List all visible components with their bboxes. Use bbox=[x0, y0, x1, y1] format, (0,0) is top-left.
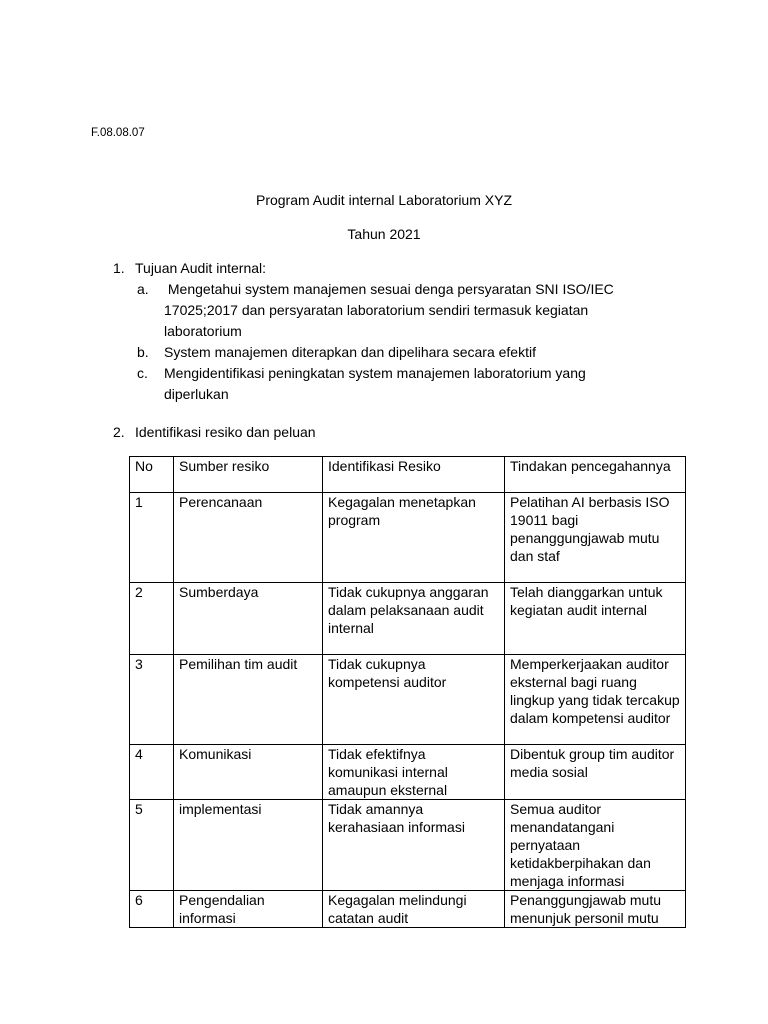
table-cell: Sumberdaya bbox=[174, 583, 323, 655]
table-cell: 3 bbox=[130, 655, 174, 745]
table-row bbox=[130, 655, 686, 745]
table-cell: Tidak cukupnya anggaran dalam pelaksanaan audit internal bbox=[323, 583, 505, 655]
table-header-cell: Tindakan pencegahannya bbox=[505, 457, 686, 493]
list-item-text: System manajemen diterapkan dan dipelihara secara efektif bbox=[164, 344, 536, 360]
table-header-cell: Identifikasi Resiko bbox=[323, 457, 505, 493]
list-item-letter: b. bbox=[137, 344, 149, 360]
table-cell: Dibentuk group tim auditor media sosial bbox=[505, 745, 686, 800]
table-cell: Tidak amannya kerahasiaan informasi bbox=[323, 800, 505, 891]
table-row bbox=[130, 745, 686, 800]
table-header-cell: Sumber resiko bbox=[174, 457, 323, 493]
table-cell: 5 bbox=[130, 800, 174, 891]
section-number: 2. bbox=[113, 424, 125, 440]
table-cell: Telah dianggarkan untuk kegiatan audit internal bbox=[505, 583, 686, 655]
table-header-row bbox=[130, 457, 686, 493]
table-cell: Komunikasi bbox=[174, 745, 323, 800]
table-cell: Penanggungjawab mutu menunjuk personil mutu bbox=[505, 891, 686, 928]
table-cell: Semua auditor menandatangani pernyataan ketidakberpihakan dan menjaga informasi bbox=[505, 800, 686, 891]
document-title: Program Audit internal Laboratorium XYZ bbox=[255, 192, 512, 208]
table-cell: implementasi bbox=[174, 800, 323, 891]
table-cell: 2 bbox=[130, 583, 174, 655]
list-item-letter: a. bbox=[137, 281, 149, 297]
table-cell: Pengendalian informasi bbox=[174, 891, 323, 928]
table-row bbox=[130, 891, 686, 928]
section-heading: Identifikasi resiko dan peluan bbox=[135, 424, 316, 440]
table-cell: 6 bbox=[130, 891, 174, 928]
table-row bbox=[130, 493, 686, 583]
table-cell: 1 bbox=[130, 493, 174, 583]
table-row bbox=[130, 800, 686, 891]
list-item-letter: c. bbox=[137, 365, 148, 381]
risk-table bbox=[129, 456, 686, 928]
table-cell: Pemilihan tim audit bbox=[174, 655, 323, 745]
table-cell: Perencanaan bbox=[174, 493, 323, 583]
table-cell: 4 bbox=[130, 745, 174, 800]
table-header-cell: No bbox=[130, 457, 174, 493]
document-year: Tahun 2021 bbox=[347, 226, 421, 242]
table-cell: Kegagalan melindungi catatan audit bbox=[323, 891, 505, 928]
table-cell: Memperkerjaakan auditor eksternal bagi ruang lingkup yang tidak tercakup dalam kompetensi auditor bbox=[505, 655, 686, 745]
list-item-text: Mengidentifikasi peningkatan system manajemen laboratorium yang diperlukan bbox=[164, 365, 586, 402]
section-number: 1. bbox=[113, 260, 125, 276]
table-cell: Kegagalan menetapkan program bbox=[323, 493, 505, 583]
table-row bbox=[130, 583, 686, 655]
section-heading: Tujuan Audit internal: bbox=[135, 260, 267, 276]
table-cell: Pelatihan AI berbasis ISO 19011 bagi penanggungjawab mutu dan staf bbox=[505, 493, 686, 583]
table-cell: Tidak cukupnya kompetensi auditor bbox=[323, 655, 505, 745]
table-cell: Tidak efektifnya komunikasi internal amaupun eksternal bbox=[323, 745, 505, 800]
document-code: F.08.08.07 bbox=[91, 127, 145, 139]
list-item-text: Mengetahui system manajemen sesuai denga persyaratan SNI ISO/IEC 17025;2017 dan persyaratan laboratorium sendiri termasuk kegiatan laboratorium bbox=[164, 281, 618, 339]
